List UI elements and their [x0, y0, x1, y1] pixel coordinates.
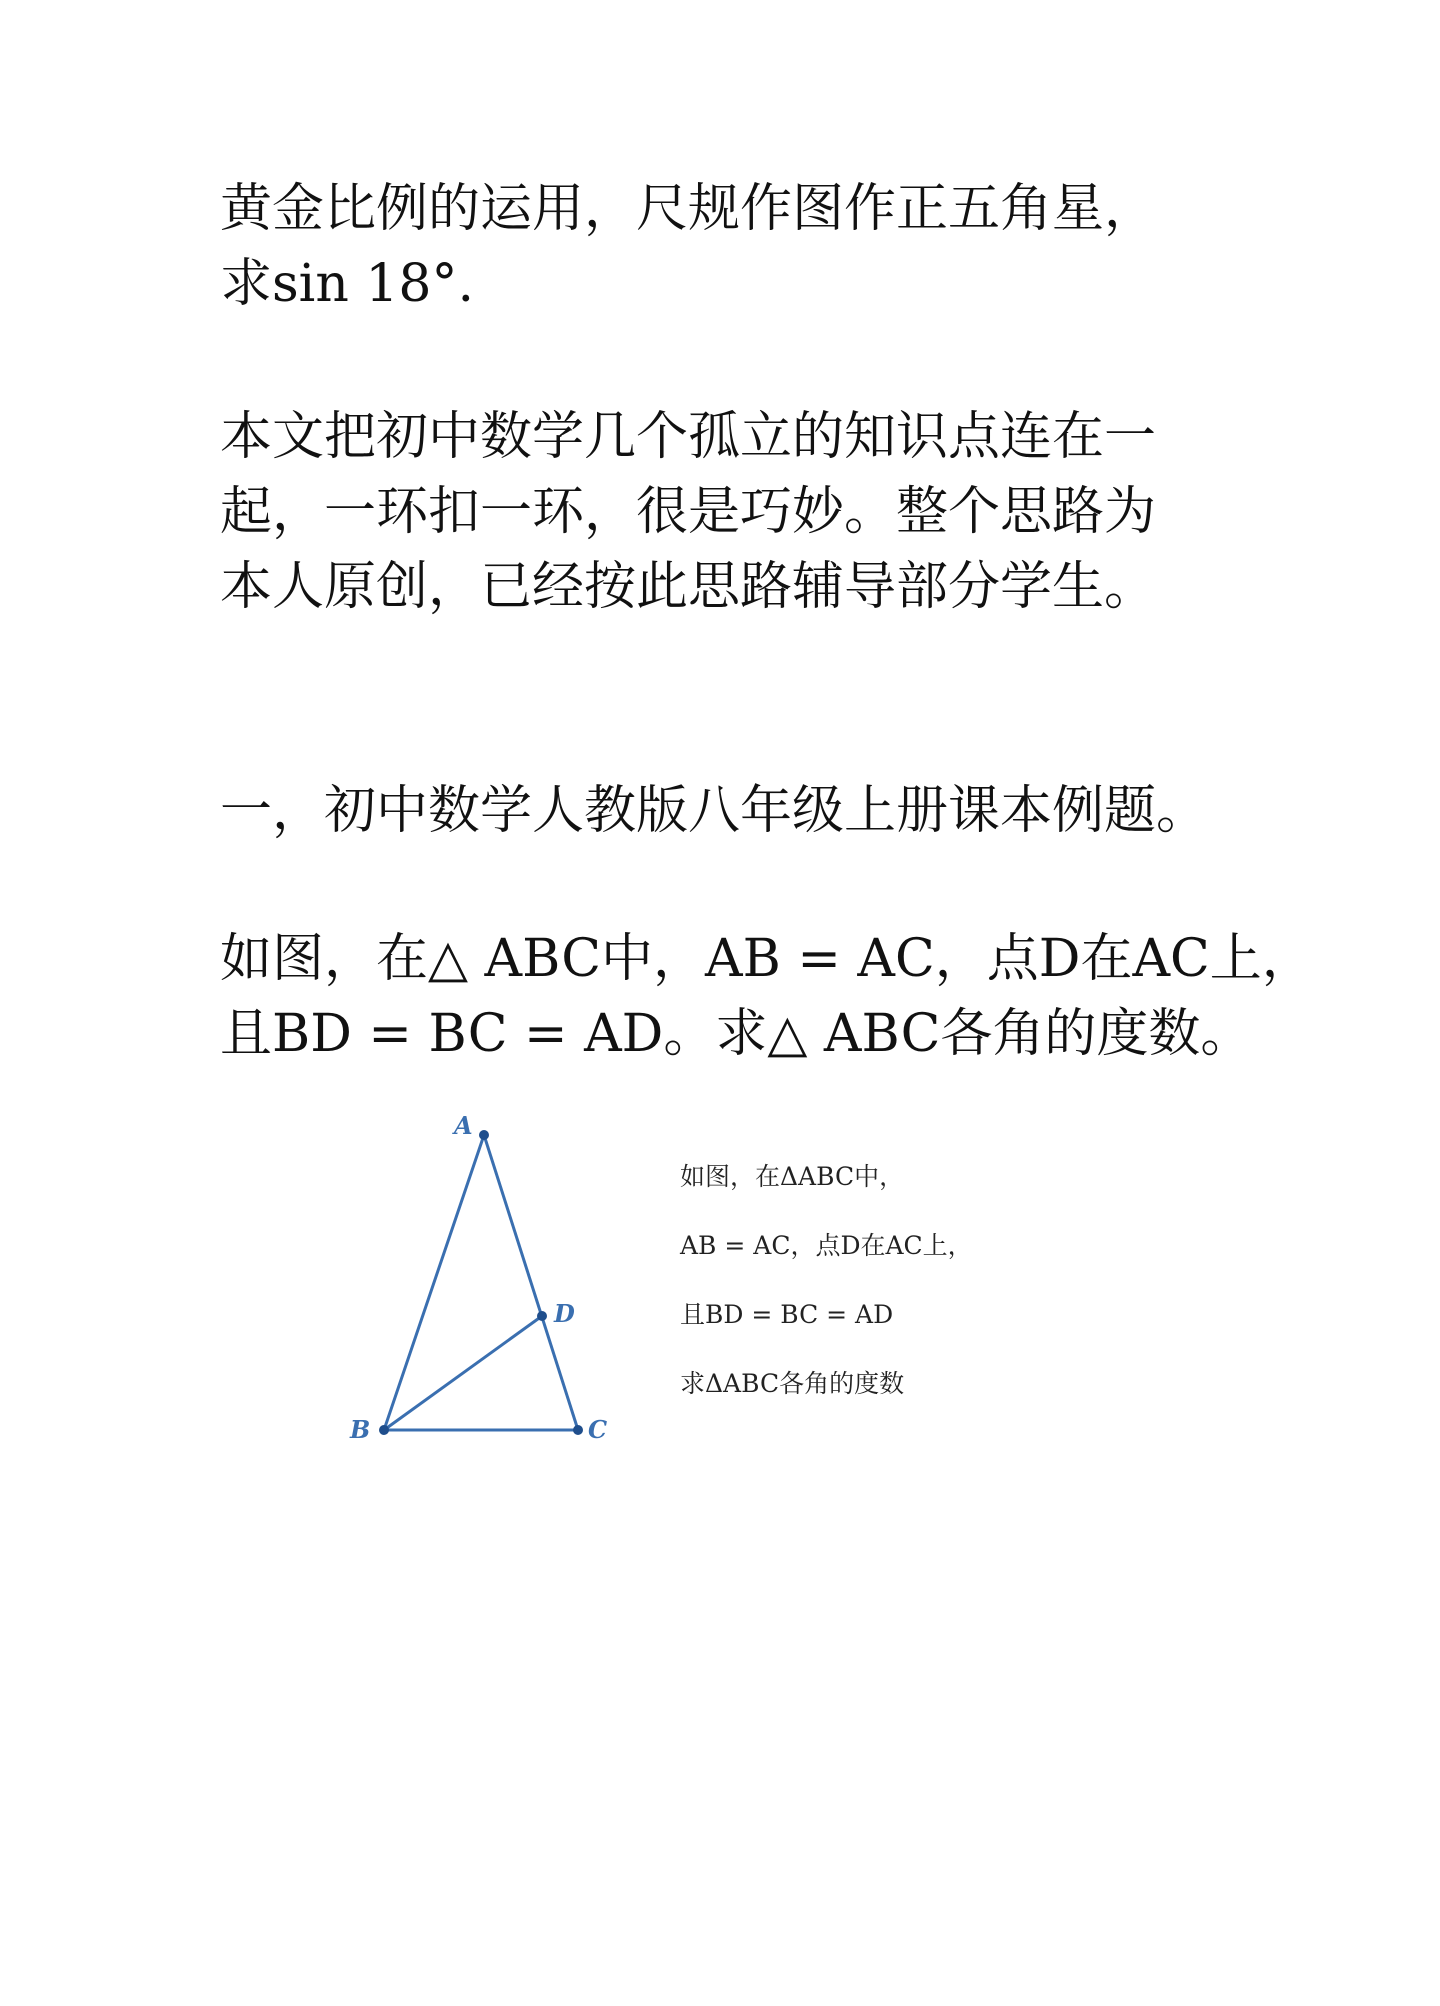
point-b: [379, 1425, 389, 1435]
point-c: [573, 1425, 583, 1435]
triangle-edges: [384, 1135, 578, 1430]
figure-caption: [680, 1142, 1100, 1418]
section-heading: [220, 774, 1320, 849]
intro-line-3: 本人原创，已经按此思路辅导部分学生。: [220, 557, 1157, 617]
label-a: A: [454, 1111, 473, 1140]
edge-ac: [484, 1135, 578, 1430]
label-b: B: [350, 1415, 371, 1444]
caption-line-3: 且BD = BC = AD: [680, 1300, 894, 1329]
title-line-2: 求sin 18°.: [220, 254, 475, 314]
problem-line-1: 如图，在△ ABC中，AB = AC，点D在AC上，: [220, 929, 1314, 989]
edge-bd: [384, 1316, 542, 1430]
problem-statement: [220, 922, 1320, 1072]
section-heading-text: 一，初中数学人教版八年级上册课本例题。: [220, 781, 1209, 841]
title-line-1: 黄金比例的运用，尺规作图作正五角星，: [220, 179, 1157, 239]
title-text: [220, 172, 1320, 322]
caption-line-4: 求ΔABC各角的度数: [680, 1369, 905, 1398]
label-d: D: [554, 1299, 575, 1328]
caption-line-1: 如图，在ΔABC中，: [680, 1162, 905, 1191]
intro-line-2: 起，一环扣一环，很是巧妙。整个思路为: [220, 482, 1157, 542]
problem-line-2: 且BD = BC = AD。求△ ABC各角的度数。: [220, 1004, 1253, 1064]
label-c: C: [588, 1415, 608, 1444]
intro-paragraph: [220, 400, 1320, 625]
triangle-figure: [340, 1100, 650, 1460]
edge-ab: [384, 1135, 484, 1430]
intro-line-1: 本文把初中数学几个孤立的知识点连在一: [220, 407, 1157, 467]
point-a: [479, 1130, 489, 1140]
point-d: [537, 1311, 547, 1321]
triangle-points: [379, 1130, 583, 1435]
caption-line-2: AB = AC，点D在AC上，: [680, 1231, 973, 1260]
